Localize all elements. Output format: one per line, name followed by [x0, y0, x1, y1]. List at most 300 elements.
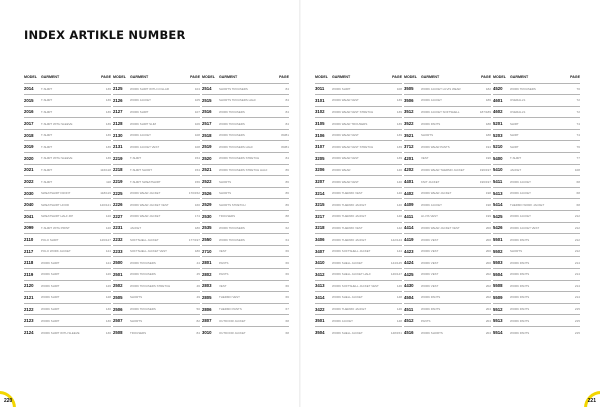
model-number: 4419	[404, 234, 421, 246]
model-number: 2128	[113, 118, 130, 130]
page-ref: 45	[182, 269, 200, 281]
page-ref: 180	[182, 245, 200, 257]
table-row	[404, 211, 491, 223]
page-spine	[299, 0, 301, 407]
model-number: 2219	[113, 176, 130, 188]
model-number: 2805	[202, 292, 219, 304]
garment-name: WORK PANTS	[510, 269, 562, 281]
page-ref: 66	[271, 280, 289, 292]
model-number: 2219	[113, 153, 130, 165]
table-row	[113, 222, 200, 234]
table-row	[315, 234, 402, 246]
model-number: 3218	[315, 222, 332, 234]
table-row	[315, 269, 402, 281]
page-ref: 84	[271, 153, 289, 165]
table-row	[315, 83, 402, 95]
column-header-page: PAGE	[279, 75, 289, 79]
garment-name: WORK SHIRT WITH SLEEVE	[41, 326, 93, 338]
model-number: 2807	[202, 315, 219, 327]
model-number: 2122	[24, 303, 41, 315]
garment-name: WORK PANTS	[510, 234, 562, 246]
table-row	[24, 176, 111, 188]
garment-name: SHIRT	[510, 141, 562, 153]
page-ref: 70	[562, 83, 580, 95]
page-ref: 212	[562, 234, 580, 246]
table-row	[202, 326, 289, 338]
garment-name: T-SHIRT WITH SLEEVE	[41, 153, 93, 165]
model-number: 2226	[113, 199, 130, 211]
garment-name: WORK TROUSERS	[130, 269, 182, 281]
table-row	[493, 257, 580, 269]
table-row	[24, 222, 111, 234]
table-row	[404, 164, 491, 176]
table-row	[113, 257, 200, 269]
model-number: 4414	[404, 222, 421, 234]
page-ref: 139	[384, 95, 402, 107]
table-row	[202, 303, 289, 315]
garment-name: OVERALLS	[510, 106, 562, 118]
model-number: 5504	[493, 269, 510, 281]
table-row	[202, 292, 289, 304]
garment-name: SHORTS	[130, 315, 182, 327]
page-ref: 182	[473, 83, 491, 95]
page-ref: 196/197	[473, 164, 491, 176]
table-row	[202, 257, 289, 269]
table-row	[315, 222, 402, 234]
model-number: 3506	[404, 95, 421, 107]
garment-name: WORK SHELL JACKET	[332, 292, 384, 304]
garment-name: WORK SHIRT	[41, 280, 93, 292]
model-number: 5503	[493, 257, 510, 269]
table-row	[113, 141, 200, 153]
model-number: 4602	[493, 106, 510, 118]
garment-name: WORK SOFTSHELL JACKET VEST	[332, 280, 384, 292]
table-row	[315, 95, 402, 107]
model-number: 2124	[24, 326, 41, 338]
model-number: 3206	[315, 164, 332, 176]
garment-name: WORK SHIRT	[332, 83, 384, 95]
garment-name: PANTS	[421, 315, 473, 327]
garment-name: WORK SHIRT	[130, 106, 182, 118]
table-row	[315, 176, 402, 188]
model-number: 2017	[24, 118, 41, 130]
garment-name: T-SHIRT	[41, 176, 93, 188]
page-ref: 136	[93, 95, 111, 107]
garment-name: WORK WEAR VEST STRETCH	[332, 141, 384, 153]
garment-name: WORK WEAR JACKET	[421, 187, 473, 199]
page-ref: 204	[473, 303, 491, 315]
table-row	[113, 187, 200, 199]
table-row	[315, 187, 402, 199]
model-number: 2130	[113, 129, 130, 141]
model-number: 5512	[493, 303, 510, 315]
garment-name: WORK JACKET	[421, 199, 473, 211]
page-ref: 72	[562, 106, 580, 118]
table-row	[113, 83, 200, 95]
page-ref: 170/152	[182, 187, 200, 199]
page-ref: 74	[562, 118, 580, 130]
page-ref: 214	[562, 269, 580, 281]
page-ref: 214	[562, 292, 580, 304]
page-ref: 196/197	[473, 176, 491, 188]
garment-name: WORK PANTS	[510, 326, 562, 338]
table-row	[202, 245, 289, 257]
table-row	[113, 315, 200, 327]
model-number: 2801	[202, 257, 219, 269]
table-row	[493, 211, 580, 223]
page-ref: 204	[473, 315, 491, 327]
page-ref: 136	[93, 153, 111, 165]
page-ref: 104	[182, 83, 200, 95]
page-ref: 187/189	[473, 106, 491, 118]
table-row	[404, 257, 491, 269]
garment-name: POLO WORK JACKET	[41, 245, 93, 257]
model-number: 4411	[404, 211, 421, 223]
column-header-model: MODEL	[315, 75, 328, 79]
column-header-garment: GARMENT	[421, 75, 440, 79]
page-ref: 202	[473, 280, 491, 292]
table-row	[404, 315, 491, 327]
model-number: 2519	[202, 141, 219, 153]
model-number: 3504	[315, 326, 332, 338]
garment-name: WORK TROUSERS	[219, 129, 271, 141]
table-row	[202, 211, 289, 223]
page-ref: 108	[562, 164, 580, 176]
model-number: 2535	[202, 222, 219, 234]
garment-name: WORK VEST	[421, 280, 473, 292]
model-number: 2014	[24, 83, 41, 95]
page-ref: 198	[473, 199, 491, 211]
model-number: 2517	[202, 118, 219, 130]
index-table-2	[113, 74, 200, 338]
page-ref: 88	[271, 211, 289, 223]
model-number: 4401	[404, 176, 421, 188]
garment-name: JACKET	[510, 164, 562, 176]
garment-name: WORK THERMO JACKET	[332, 211, 384, 223]
garment-name: SWEATSHIRT HOOD	[41, 199, 93, 211]
garment-name: OUTDOOR JACKET	[219, 315, 271, 327]
table-row	[24, 106, 111, 118]
table-row	[202, 141, 289, 153]
page-ref: 84	[271, 95, 289, 107]
garment-name: WORK JACKET	[130, 129, 182, 141]
garment-name: KNIT JACKET	[421, 176, 473, 188]
table-row	[315, 153, 402, 165]
garment-name: WORK SHIRT	[41, 257, 93, 269]
model-number: 2126	[113, 95, 130, 107]
page-ref: 139	[384, 118, 402, 130]
index-table-6	[493, 74, 580, 338]
page-ref: 130	[93, 303, 111, 315]
garment-name: WORK THERMO VEST	[332, 187, 384, 199]
model-number: 2019	[24, 141, 41, 153]
page-ref: 116/118	[93, 164, 111, 176]
page-ref: 148	[384, 292, 402, 304]
table-row	[404, 280, 491, 292]
model-number: 2121	[24, 292, 41, 304]
garment-name: WORK TROUSERS STRETCH	[130, 280, 182, 292]
model-number: 5400	[493, 153, 510, 165]
table-row	[404, 199, 491, 211]
page-ref: 139	[384, 106, 402, 118]
page-ref: 146	[384, 280, 402, 292]
page-ref: 136	[93, 106, 111, 118]
page-ref: 108	[182, 141, 200, 153]
garment-name: T-SHIRT	[41, 141, 93, 153]
garment-name: WORK SHIRT SLIM	[130, 118, 182, 130]
page-ref: 118/119	[93, 187, 111, 199]
page-ref: 62	[271, 222, 289, 234]
table-row	[24, 257, 111, 269]
model-number: 4424	[404, 257, 421, 269]
table-row	[404, 326, 491, 338]
garment-name: T-SHIRT	[41, 83, 93, 95]
page-ref: 82	[182, 315, 200, 327]
table-row	[315, 106, 402, 118]
garment-name: WORK JACKET VEST	[130, 141, 182, 153]
model-number: 3207	[315, 176, 332, 188]
page-ref: 84	[182, 326, 200, 338]
page-ref: 215	[562, 326, 580, 338]
table-row	[404, 95, 491, 107]
garment-name: SOFTSHELL JACKET	[130, 234, 182, 246]
column-header-garment: GARMENT	[510, 75, 529, 79]
model-number: 4504	[404, 292, 421, 304]
garment-name: T-SHIRT SWEATSHIRT	[130, 176, 182, 188]
table-row	[24, 292, 111, 304]
garment-name: WORK SHIRT WITH COLLAR	[130, 83, 182, 95]
garment-name: WORK WEAR JACKET VEST	[421, 222, 473, 234]
table-row	[113, 245, 200, 257]
model-number: 3105	[315, 118, 332, 130]
page-ref: 186	[473, 95, 491, 107]
column-header-garment: GARMENT	[219, 75, 238, 79]
table-row	[493, 303, 580, 315]
garment-name: T-SHIRT SHORT	[130, 164, 182, 176]
table-row	[315, 315, 402, 327]
model-number: 2515	[202, 95, 219, 107]
model-number: 2030	[24, 187, 41, 199]
page-ref: 200	[473, 257, 491, 269]
table-row	[113, 292, 200, 304]
page-ref: 44	[182, 257, 200, 269]
model-number: 2518	[202, 129, 219, 141]
table-row	[404, 303, 491, 315]
garment-name: WORK SHIRT	[41, 269, 93, 281]
table-row	[315, 118, 402, 130]
model-number: 2508	[113, 326, 130, 338]
garment-name: SHORTS	[421, 129, 473, 141]
garment-name: WORK PANTS	[421, 118, 473, 130]
table-row	[24, 141, 111, 153]
page-title: INDEX ARTIKLE NUMBER	[24, 28, 186, 42]
garment-name: WORK WEAR VEST	[332, 95, 384, 107]
garment-name: WORK WEAR JACKET VEST	[130, 199, 182, 211]
model-number: 2550	[202, 234, 219, 246]
table-row	[202, 118, 289, 130]
model-number: 2233	[113, 245, 130, 257]
column-header-model: MODEL	[113, 75, 126, 79]
garment-name: SHORTS STRETCH	[219, 199, 271, 211]
model-number: 2231	[113, 222, 130, 234]
model-number: 3712	[404, 141, 421, 153]
garment-name: WORK WEAR VEST STRETCH	[332, 106, 384, 118]
page-ref: 130	[93, 315, 111, 327]
page-ref: 154	[182, 153, 200, 165]
page-ref: 128	[93, 292, 111, 304]
table-row	[113, 176, 200, 188]
page-ref: 86	[271, 199, 289, 211]
garment-name: T-SHIRT WITH SLEEVE	[41, 118, 93, 130]
column-header-model: MODEL	[24, 75, 37, 79]
table-row	[113, 129, 200, 141]
page-ref: 194	[473, 141, 491, 153]
page-ref: 66	[271, 292, 289, 304]
table-row	[202, 199, 289, 211]
table-row	[493, 129, 580, 141]
column-header-page: PAGE	[190, 75, 200, 79]
table-row	[113, 326, 200, 338]
model-number: 5414	[493, 199, 510, 211]
garment-name: WORK PANTS	[421, 303, 473, 315]
page-ref: 202	[473, 269, 491, 281]
table-row	[315, 164, 402, 176]
garment-name: SHIRT	[510, 129, 562, 141]
garment-name: WORK SHIRT	[41, 315, 93, 327]
table-row	[113, 106, 200, 118]
garment-name: WORK WEAR JACKET	[130, 187, 182, 199]
page-ref: 106	[182, 118, 200, 130]
garment-name: WORK SHELL JACKET HALF	[332, 269, 384, 281]
table-row	[202, 187, 289, 199]
page-ref: 136	[93, 129, 111, 141]
page-ref: 84	[271, 106, 289, 118]
model-number: 5509	[493, 292, 510, 304]
model-number: 2119	[24, 269, 41, 281]
model-number: 2526	[202, 187, 219, 199]
model-number: 5413	[493, 187, 510, 199]
model-number: 3102	[315, 106, 332, 118]
garment-name: WORK PANTS	[510, 292, 562, 304]
garment-name: WORK WEAR TROUSERS	[332, 118, 384, 130]
table-row	[24, 187, 111, 199]
garment-name: T-SHIRT	[130, 153, 182, 165]
table-row	[404, 118, 491, 130]
page-ref: 174	[182, 211, 200, 223]
table-row	[24, 129, 111, 141]
page-ref: 68	[562, 187, 580, 199]
page-ref: 67	[271, 303, 289, 315]
garment-name: HI-VIS VEST	[421, 211, 473, 223]
model-number: 2099	[24, 222, 41, 234]
garment-name: WORK WEAR VEST	[332, 129, 384, 141]
garment-name: WORK SHIRT	[41, 292, 93, 304]
model-number: 2514	[202, 83, 219, 95]
garment-name: T-SHIRT	[41, 164, 93, 176]
page-ref: 140	[384, 187, 402, 199]
garment-name: WORK TROUSERS	[510, 83, 562, 95]
page-ref: 72	[562, 95, 580, 107]
garment-name: WORK SHELL JACKET	[332, 326, 384, 338]
column-header-page: PAGE	[392, 75, 402, 79]
page-ref: 50	[182, 303, 200, 315]
model-number: 3412	[315, 269, 332, 281]
model-number: 3521	[404, 129, 421, 141]
model-number: 5425	[493, 211, 510, 223]
garment-name: WORK TROUSERS	[130, 257, 182, 269]
table-row	[404, 153, 491, 165]
model-number: 5410	[493, 164, 510, 176]
table-row	[202, 106, 289, 118]
page-ref: 202	[473, 292, 491, 304]
garment-name: T-SHIRT	[41, 129, 93, 141]
table-row	[493, 222, 580, 234]
table-row	[315, 326, 402, 338]
model-number: 2710	[202, 245, 219, 257]
table-row	[24, 199, 111, 211]
page-ref: 136	[93, 118, 111, 130]
page-number-right: 221	[587, 398, 596, 404]
page-ref: 68	[562, 199, 580, 211]
page-ref: 107	[182, 106, 200, 118]
table-row	[202, 234, 289, 246]
column-header-page: PAGE	[570, 75, 580, 79]
garment-name: WORK JACKET	[130, 95, 182, 107]
table-row	[493, 245, 580, 257]
garment-name: WORK SOFTSHELL JACKET	[332, 245, 384, 257]
garment-name: WORK TROUSERS	[219, 118, 271, 130]
model-number: 5411	[493, 176, 510, 188]
garment-name: OVERALLS	[510, 95, 562, 107]
column-header-garment: GARMENT	[130, 75, 149, 79]
model-number: 2501	[113, 269, 130, 281]
page-ref: 126	[93, 280, 111, 292]
table-row	[315, 199, 402, 211]
model-number: 4512	[404, 315, 421, 327]
garment-name: TROUSERS	[219, 211, 271, 223]
garment-name: WORK SHELL JACKET	[332, 257, 384, 269]
table-row	[404, 129, 491, 141]
table-row	[202, 129, 289, 141]
table-row	[493, 269, 580, 281]
garment-name: WORK SHORTS	[421, 326, 473, 338]
table-row	[113, 211, 200, 223]
garment-name: WORK TROUSERS	[219, 106, 271, 118]
garment-name: VEST	[219, 245, 271, 257]
page-ref: 84	[271, 118, 289, 130]
model-number: 4511	[404, 303, 421, 315]
table-row	[493, 187, 580, 199]
table-row	[404, 83, 491, 95]
column-header-model: MODEL	[493, 75, 506, 79]
model-number: 2806	[202, 303, 219, 315]
table-row	[24, 234, 111, 246]
model-number: 2127	[113, 106, 130, 118]
model-number: 2020	[24, 153, 41, 165]
model-number: 3422	[315, 303, 332, 315]
index-table-1	[24, 74, 111, 338]
table-row	[24, 326, 111, 338]
garment-name: WORK WEAR	[332, 164, 384, 176]
page-ref: 200	[473, 222, 491, 234]
page-ref: 154	[182, 164, 200, 176]
model-number: 2110	[24, 234, 41, 246]
page-ref: 139	[384, 141, 402, 153]
table-row	[24, 83, 111, 95]
garment-name: WORK TROUSERS	[219, 234, 271, 246]
column-header-model: MODEL	[404, 75, 417, 79]
page-ref: 140	[384, 199, 402, 211]
